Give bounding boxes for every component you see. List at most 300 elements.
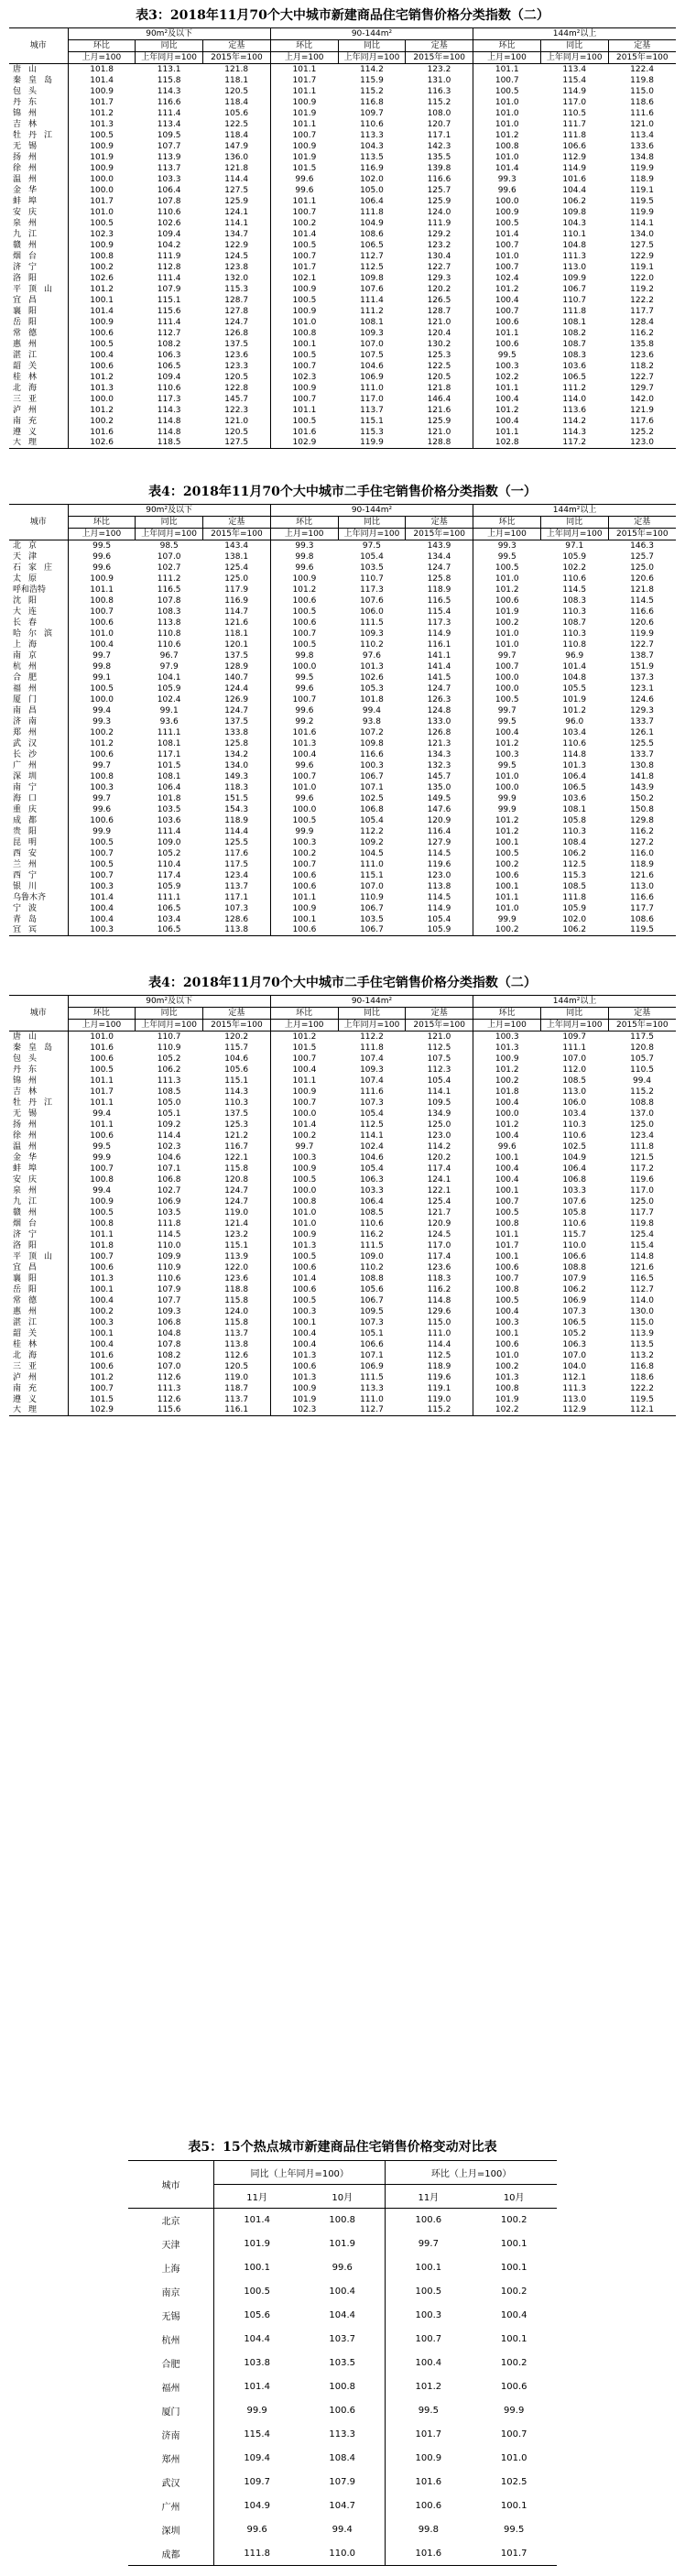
index-value-cell: 125.9 bbox=[406, 416, 473, 427]
index-value-cell: 101.7 bbox=[90, 97, 114, 107]
index-value-cell: 118.9 bbox=[203, 815, 271, 826]
city-name-cell: 安庆 bbox=[9, 1174, 68, 1185]
table-row bbox=[9, 793, 676, 804]
index-value-cell: 93.8 bbox=[362, 716, 381, 726]
index-value-cell: 107.3 bbox=[562, 1306, 587, 1316]
index-value-cell: 119.0 bbox=[203, 1372, 271, 1383]
index-value-cell: 130.8 bbox=[630, 760, 654, 770]
city-name-cell: 桂林 bbox=[9, 372, 68, 383]
index-value-cell: 101.4 bbox=[292, 229, 317, 239]
index-value-cell: 101.3 bbox=[292, 1350, 317, 1360]
index-value-cell: 119.9 bbox=[630, 207, 654, 217]
city-name-cell: 赣州 bbox=[9, 240, 68, 251]
index-value-cell: 122.0 bbox=[630, 273, 654, 283]
index-value-cell: 102.1 bbox=[292, 273, 317, 283]
index-value-cell: 120.8 bbox=[630, 1042, 654, 1053]
index-value-cell: 100.1 bbox=[292, 914, 317, 924]
index-value-cell: 122.2 bbox=[630, 295, 654, 305]
index-value-cell: 103.4 bbox=[157, 914, 181, 924]
index-value-cell: 105.6 bbox=[244, 2310, 270, 2320]
index-value-cell: 127.5 bbox=[203, 185, 271, 196]
table-row bbox=[9, 617, 676, 628]
index-value-cell: 100.6 bbox=[90, 328, 114, 338]
index-value-cell: 124.5 bbox=[406, 1229, 473, 1240]
index-value-cell: 98.5 bbox=[159, 540, 179, 551]
index-value-cell: 111.6 bbox=[360, 1086, 384, 1097]
table-row bbox=[9, 75, 676, 86]
index-value-cell: 101.5 bbox=[292, 1042, 317, 1053]
index-value-cell: 109.7 bbox=[360, 108, 384, 118]
index-value-cell: 120.2 bbox=[406, 284, 473, 295]
index-value-cell: 102.3 bbox=[292, 1405, 317, 1415]
index-value-cell: 108.2 bbox=[157, 1350, 181, 1360]
index-value-cell: 100.1 bbox=[292, 1317, 317, 1327]
index-base-header: 上年同月=100 bbox=[338, 1020, 406, 1031]
index-value-cell: 100.2 bbox=[90, 1306, 114, 1316]
table-5-city-header: 城市 bbox=[128, 2161, 214, 2209]
index-type-header: 环比 bbox=[270, 517, 338, 529]
index-value-cell: 100.9 bbox=[292, 903, 317, 913]
index-value-cell: 130.0 bbox=[630, 1306, 654, 1316]
table-row bbox=[9, 727, 676, 738]
index-value-cell: 113.1 bbox=[157, 64, 181, 74]
index-value-cell: 105.0 bbox=[360, 185, 384, 195]
city-name-cell: 天津 bbox=[9, 551, 68, 562]
city-name-cell: 韶关 bbox=[9, 1328, 68, 1339]
table-row bbox=[9, 361, 676, 372]
table-row bbox=[9, 339, 676, 350]
index-value-cell: 117.0 bbox=[406, 1240, 473, 1251]
index-value-cell: 121.0 bbox=[406, 317, 473, 328]
city-name-cell: 常德 bbox=[9, 1295, 68, 1306]
index-value-cell: 114.5 bbox=[157, 1229, 181, 1239]
index-value-cell: 111.3 bbox=[562, 1383, 587, 1393]
table-row bbox=[128, 2494, 557, 2518]
index-value-cell: 114.9 bbox=[562, 163, 587, 173]
index-value-cell: 116.9 bbox=[203, 595, 271, 606]
index-value-cell: 105.9 bbox=[157, 683, 181, 693]
index-value-cell: 107.0 bbox=[562, 1053, 587, 1064]
index-value-cell: 102.0 bbox=[562, 914, 587, 924]
index-value-cell: 108.2 bbox=[157, 339, 181, 349]
index-value-cell: 101.1 bbox=[292, 64, 317, 74]
index-value-cell: 131.0 bbox=[406, 75, 473, 86]
index-value-cell: 110.6 bbox=[360, 119, 384, 129]
table-row bbox=[9, 749, 676, 760]
index-value-cell: 99.1 bbox=[159, 705, 179, 715]
index-value-cell: 100.1 bbox=[244, 2263, 270, 2273]
index-value-cell: 116.5 bbox=[630, 1273, 654, 1283]
index-value-cell: 100.7 bbox=[90, 848, 114, 858]
city-name-cell: 蚌埠 bbox=[9, 1163, 68, 1174]
index-value-cell: 110.5 bbox=[562, 108, 587, 118]
index-value-cell: 100.4 bbox=[495, 394, 519, 404]
index-value-cell: 120.1 bbox=[203, 639, 271, 650]
index-value-cell: 114.4 bbox=[406, 1339, 473, 1350]
city-name-cell: 大理 bbox=[9, 438, 68, 449]
index-value-cell: 108.3 bbox=[157, 606, 181, 617]
index-value-cell: 120.2 bbox=[203, 1031, 271, 1042]
index-value-cell: 102.6 bbox=[90, 438, 114, 448]
index-value-cell: 111.2 bbox=[157, 573, 181, 584]
index-value-cell: 100.1 bbox=[500, 2501, 527, 2511]
index-value-cell: 107.8 bbox=[157, 196, 181, 206]
table-row bbox=[9, 1405, 676, 1416]
table-row bbox=[9, 683, 676, 694]
index-value-cell: 100.7 bbox=[292, 859, 317, 869]
index-value-cell: 109.7 bbox=[562, 1031, 587, 1042]
index-value-cell: 105.2 bbox=[157, 1053, 181, 1064]
index-value-cell: 111.8 bbox=[562, 130, 587, 140]
index-value-cell: 107.7 bbox=[157, 141, 181, 151]
index-value-cell: 117.4 bbox=[406, 1251, 473, 1262]
index-value-cell: 137.5 bbox=[203, 716, 271, 727]
table-row bbox=[9, 595, 676, 606]
index-value-cell: 99.3 bbox=[497, 174, 516, 184]
index-type-header: 环比 bbox=[473, 1008, 541, 1020]
index-value-cell: 133.6 bbox=[630, 141, 654, 151]
table-row bbox=[9, 551, 676, 562]
index-value-cell: 100.4 bbox=[299, 2280, 386, 2304]
index-value-cell: 110.6 bbox=[360, 1218, 384, 1228]
index-value-cell: 114.9 bbox=[562, 86, 587, 96]
index-value-cell: 100.3 bbox=[292, 1152, 317, 1162]
index-value-cell: 121.3 bbox=[406, 738, 473, 749]
city-name-cell: 三亚 bbox=[9, 394, 68, 405]
index-value-cell: 135.8 bbox=[630, 339, 654, 349]
index-value-cell: 104.9 bbox=[562, 1152, 587, 1162]
index-value-cell: 122.4 bbox=[630, 64, 654, 74]
index-value-cell: 100.0 bbox=[495, 1108, 519, 1119]
index-value-cell: 111.5 bbox=[360, 1240, 384, 1250]
index-value-cell: 101.1 bbox=[90, 584, 114, 595]
table-5-month-header: 11月 bbox=[386, 2185, 472, 2209]
index-value-cell: 112.6 bbox=[203, 1350, 271, 1361]
table-row bbox=[9, 705, 676, 716]
index-value-cell: 125.3 bbox=[203, 1119, 271, 1130]
index-value-cell: 129.3 bbox=[630, 705, 654, 715]
index-value-cell: 114.2 bbox=[360, 64, 384, 74]
index-value-cell: 101.9 bbox=[90, 152, 114, 162]
index-value-cell: 110.8 bbox=[157, 628, 181, 639]
index-value-cell: 99.7 bbox=[92, 760, 112, 770]
index-value-cell: 99.6 bbox=[295, 793, 314, 803]
table-row bbox=[9, 1229, 676, 1240]
index-value-cell: 99.9 bbox=[504, 2406, 525, 2416]
index-value-cell: 116.6 bbox=[406, 174, 473, 185]
index-value-cell: 101.7 bbox=[495, 1240, 519, 1250]
index-value-cell: 143.4 bbox=[203, 540, 271, 551]
index-value-cell: 100.2 bbox=[500, 2215, 527, 2226]
index-value-cell: 108.5 bbox=[562, 1075, 587, 1086]
city-name-cell: 烟台 bbox=[9, 251, 68, 262]
index-value-cell: 101.4 bbox=[90, 75, 114, 85]
index-value-cell: 100.7 bbox=[292, 361, 317, 371]
index-value-cell: 114.9 bbox=[406, 628, 473, 639]
index-value-cell: 129.8 bbox=[630, 815, 654, 825]
index-value-cell: 114.3 bbox=[157, 405, 181, 415]
index-value-cell: 120.5 bbox=[203, 372, 271, 383]
index-value-cell: 99.6 bbox=[295, 562, 314, 573]
index-value-cell: 118.9 bbox=[406, 584, 473, 595]
index-value-cell: 100.3 bbox=[360, 760, 384, 770]
table-row bbox=[128, 2399, 557, 2423]
index-value-cell: 113.9 bbox=[203, 1251, 271, 1262]
table-row bbox=[9, 328, 676, 339]
index-value-cell: 110.7 bbox=[360, 573, 384, 584]
index-value-cell: 110.6 bbox=[562, 738, 587, 748]
index-value-cell: 113.8 bbox=[203, 1339, 271, 1350]
index-value-cell: 102.5 bbox=[500, 2477, 527, 2487]
index-value-cell: 101.0 bbox=[495, 639, 519, 649]
table-row bbox=[9, 1262, 676, 1273]
index-value-cell: 121.0 bbox=[630, 119, 654, 129]
index-value-cell: 122.5 bbox=[406, 361, 473, 372]
index-value-cell: 100.4 bbox=[495, 1306, 519, 1316]
index-value-cell: 107.1 bbox=[360, 1350, 384, 1360]
index-value-cell: 115.8 bbox=[203, 1317, 271, 1328]
index-value-cell: 112.5 bbox=[562, 859, 587, 869]
table-row bbox=[9, 1394, 676, 1405]
index-value-cell: 101.6 bbox=[90, 1042, 114, 1053]
table-row bbox=[9, 394, 676, 405]
city-name-cell: 温州 bbox=[9, 1141, 68, 1152]
index-value-cell: 100.1 bbox=[500, 2239, 527, 2249]
index-value-cell: 106.3 bbox=[360, 1174, 384, 1184]
index-value-cell: 110.0 bbox=[562, 1240, 587, 1250]
index-value-cell: 112.0 bbox=[562, 1064, 587, 1075]
index-value-cell: 111.8 bbox=[360, 1042, 384, 1053]
city-name-cell: 重庆 bbox=[9, 804, 68, 815]
index-value-cell: 107.0 bbox=[157, 551, 181, 562]
index-value-cell: 126.3 bbox=[406, 694, 473, 705]
index-value-cell: 122.3 bbox=[203, 405, 271, 416]
table-5-month-header: 11月 bbox=[214, 2185, 300, 2209]
index-value-cell: 117.0 bbox=[562, 97, 587, 107]
index-value-cell: 121.6 bbox=[406, 405, 473, 416]
index-value-cell: 113.7 bbox=[157, 163, 181, 173]
index-value-cell: 122.9 bbox=[203, 240, 271, 251]
index-value-cell: 118.6 bbox=[630, 1372, 654, 1382]
city-name-cell: 天津 bbox=[128, 2232, 214, 2256]
index-value-cell: 123.0 bbox=[630, 438, 654, 448]
index-value-cell: 109.0 bbox=[360, 1251, 384, 1261]
index-value-cell: 100.9 bbox=[495, 1053, 519, 1064]
table-row bbox=[9, 350, 676, 361]
index-value-cell: 117.0 bbox=[360, 394, 384, 404]
index-value-cell: 100.4 bbox=[90, 639, 114, 649]
index-value-cell: 100.5 bbox=[90, 1064, 114, 1075]
index-value-cell: 120.6 bbox=[630, 617, 654, 628]
city-name-cell: 深圳 bbox=[128, 2518, 214, 2542]
index-value-cell: 115.2 bbox=[406, 1405, 473, 1416]
city-name-cell: 杭州 bbox=[9, 661, 68, 672]
table-row bbox=[9, 694, 676, 705]
index-value-cell: 134.0 bbox=[630, 229, 654, 239]
index-value-cell: 114.2 bbox=[406, 1141, 473, 1152]
index-type-header: 环比 bbox=[473, 40, 541, 52]
city-name-cell: 包头 bbox=[9, 86, 68, 97]
index-base-header: 上月=100 bbox=[68, 52, 136, 64]
index-value-cell: 100.7 bbox=[495, 75, 519, 85]
index-value-cell: 125.3 bbox=[406, 350, 473, 361]
table-row bbox=[9, 606, 676, 617]
index-value-cell: 100.1 bbox=[495, 1251, 519, 1261]
index-value-cell: 109.2 bbox=[157, 1119, 181, 1130]
city-name-cell: 牡丹江 bbox=[9, 1097, 68, 1108]
table-row bbox=[9, 859, 676, 870]
index-value-cell: 118.3 bbox=[203, 782, 271, 793]
index-value-cell: 100.1 bbox=[415, 2263, 442, 2273]
table-row bbox=[9, 573, 676, 584]
index-value-cell: 112.9 bbox=[562, 1405, 587, 1415]
table-row bbox=[9, 1152, 676, 1163]
index-value-cell: 113.3 bbox=[299, 2423, 386, 2447]
index-value-cell: 113.0 bbox=[562, 1394, 587, 1404]
index-value-cell: 107.5 bbox=[406, 1053, 473, 1064]
index-value-cell: 107.3 bbox=[360, 1317, 384, 1327]
index-value-cell: 105.9 bbox=[562, 551, 587, 562]
index-base-header: 上年同月=100 bbox=[540, 1020, 608, 1031]
index-value-cell: 99.8 bbox=[295, 551, 314, 562]
city-name-cell: 吉林 bbox=[9, 1086, 68, 1097]
city-name-cell: 南京 bbox=[9, 650, 68, 661]
index-value-cell: 101.0 bbox=[90, 628, 114, 639]
index-value-cell: 100.9 bbox=[90, 141, 114, 151]
index-value-cell: 99.8 bbox=[295, 650, 314, 660]
index-value-cell: 121.8 bbox=[203, 163, 271, 174]
city-name-cell: 惠州 bbox=[9, 339, 68, 350]
index-value-cell: 111.1 bbox=[157, 727, 181, 737]
city-name-cell: 唐山 bbox=[9, 64, 68, 75]
index-value-cell: 109.8 bbox=[360, 273, 384, 283]
index-value-cell: 119.0 bbox=[203, 1207, 271, 1218]
table-3-block bbox=[9, 4, 676, 449]
index-value-cell: 100.5 bbox=[495, 1295, 519, 1305]
index-value-cell: 116.6 bbox=[157, 97, 181, 107]
index-value-cell: 99.5 bbox=[418, 2406, 439, 2416]
index-value-cell: 123.2 bbox=[203, 1229, 271, 1240]
index-value-cell: 106.5 bbox=[562, 782, 587, 792]
index-value-cell: 100.2 bbox=[495, 1361, 519, 1371]
index-value-cell: 123.4 bbox=[630, 1130, 654, 1141]
index-value-cell: 100.6 bbox=[90, 1053, 114, 1064]
index-value-cell: 97.5 bbox=[362, 540, 381, 551]
index-value-cell: 100.3 bbox=[292, 837, 317, 847]
table-row bbox=[128, 2447, 557, 2471]
city-name-cell: 济宁 bbox=[9, 262, 68, 273]
index-value-cell: 102.5 bbox=[360, 793, 384, 803]
index-value-cell: 103.4 bbox=[562, 1108, 587, 1119]
index-value-cell: 119.9 bbox=[360, 438, 384, 448]
table-title: 表4：2018年11月70个大中城市二手住宅销售价格分类指数（一） bbox=[148, 485, 537, 499]
index-value-cell: 104.6 bbox=[157, 1152, 181, 1162]
index-value-cell: 100.4 bbox=[500, 2310, 527, 2320]
table-row bbox=[9, 672, 676, 683]
table-row bbox=[9, 130, 676, 141]
index-value-cell: 114.2 bbox=[562, 416, 587, 426]
index-value-cell: 154.3 bbox=[203, 804, 271, 815]
index-value-cell: 122.9 bbox=[630, 251, 654, 261]
index-value-cell: 100.4 bbox=[415, 2358, 442, 2368]
index-value-cell: 105.9 bbox=[157, 881, 181, 891]
index-value-cell: 101.0 bbox=[495, 903, 519, 913]
index-value-cell: 100.7 bbox=[90, 606, 114, 617]
index-value-cell: 99.5 bbox=[497, 716, 516, 726]
index-value-cell: 100.0 bbox=[292, 804, 317, 814]
index-value-cell: 100.7 bbox=[495, 240, 519, 250]
index-value-cell: 114.9 bbox=[406, 903, 473, 914]
index-value-cell: 100.7 bbox=[90, 870, 114, 880]
table-4-part1-block bbox=[9, 480, 676, 936]
index-value-cell: 145.7 bbox=[203, 394, 271, 405]
city-name-cell: 惠州 bbox=[9, 1306, 68, 1317]
table-row bbox=[128, 2352, 557, 2375]
city-name-cell: 南昌 bbox=[9, 705, 68, 716]
index-value-cell: 106.5 bbox=[157, 925, 181, 935]
index-value-cell: 100.2 bbox=[495, 1075, 519, 1086]
index-value-cell: 100.2 bbox=[292, 218, 317, 228]
index-value-cell: 100.2 bbox=[292, 1130, 317, 1141]
index-value-cell: 114.8 bbox=[157, 416, 181, 426]
index-value-cell: 124.0 bbox=[203, 1306, 271, 1317]
table-row bbox=[128, 2423, 557, 2447]
index-value-cell: 128.6 bbox=[203, 914, 271, 925]
table-row bbox=[9, 771, 676, 782]
index-value-cell: 100.5 bbox=[90, 1207, 114, 1217]
index-value-cell: 119.8 bbox=[630, 1218, 654, 1228]
city-name-cell: 兰州 bbox=[9, 859, 68, 870]
index-value-cell: 114.8 bbox=[562, 749, 587, 759]
index-value-cell: 101.0 bbox=[495, 251, 519, 261]
index-value-cell: 99.4 bbox=[633, 1075, 652, 1086]
city-name-cell: 秦皇岛 bbox=[9, 1042, 68, 1053]
index-value-cell: 142.0 bbox=[630, 394, 654, 404]
index-value-cell: 107.3 bbox=[203, 903, 271, 914]
index-value-cell: 128.7 bbox=[406, 306, 473, 317]
table-row bbox=[9, 1273, 676, 1284]
city-name-cell: 包头 bbox=[9, 1053, 68, 1064]
index-value-cell: 124.7 bbox=[203, 1196, 271, 1207]
index-value-cell: 97.9 bbox=[159, 661, 179, 671]
index-value-cell: 115.0 bbox=[630, 1317, 654, 1327]
index-value-cell: 117.0 bbox=[630, 1185, 654, 1195]
index-value-cell: 102.3 bbox=[90, 229, 114, 239]
index-value-cell: 109.8 bbox=[360, 738, 384, 748]
index-value-cell: 100.7 bbox=[292, 251, 317, 261]
city-name-cell: 北海 bbox=[9, 383, 68, 394]
index-value-cell: 117.6 bbox=[203, 848, 271, 859]
index-value-cell: 100.0 bbox=[90, 174, 114, 184]
index-value-cell: 100.8 bbox=[495, 1383, 519, 1393]
index-value-cell: 106.2 bbox=[562, 848, 587, 858]
index-value-cell: 100.0 bbox=[90, 694, 114, 704]
index-value-cell: 100.9 bbox=[415, 2453, 442, 2463]
index-value-cell: 113.5 bbox=[630, 1339, 654, 1349]
index-value-cell: 102.3 bbox=[292, 372, 317, 382]
index-value-cell: 100.8 bbox=[495, 1284, 519, 1294]
table-row bbox=[9, 152, 676, 163]
index-value-cell: 100.5 bbox=[292, 639, 317, 649]
index-value-cell: 100.9 bbox=[90, 163, 114, 173]
index-value-cell: 115.3 bbox=[562, 870, 587, 880]
index-value-cell: 101.1 bbox=[90, 1229, 114, 1239]
index-value-cell: 106.7 bbox=[562, 284, 587, 294]
index-value-cell: 114.7 bbox=[203, 606, 271, 617]
index-value-cell: 100.5 bbox=[90, 339, 114, 349]
table-row bbox=[9, 650, 676, 661]
index-value-cell: 120.4 bbox=[406, 328, 473, 339]
